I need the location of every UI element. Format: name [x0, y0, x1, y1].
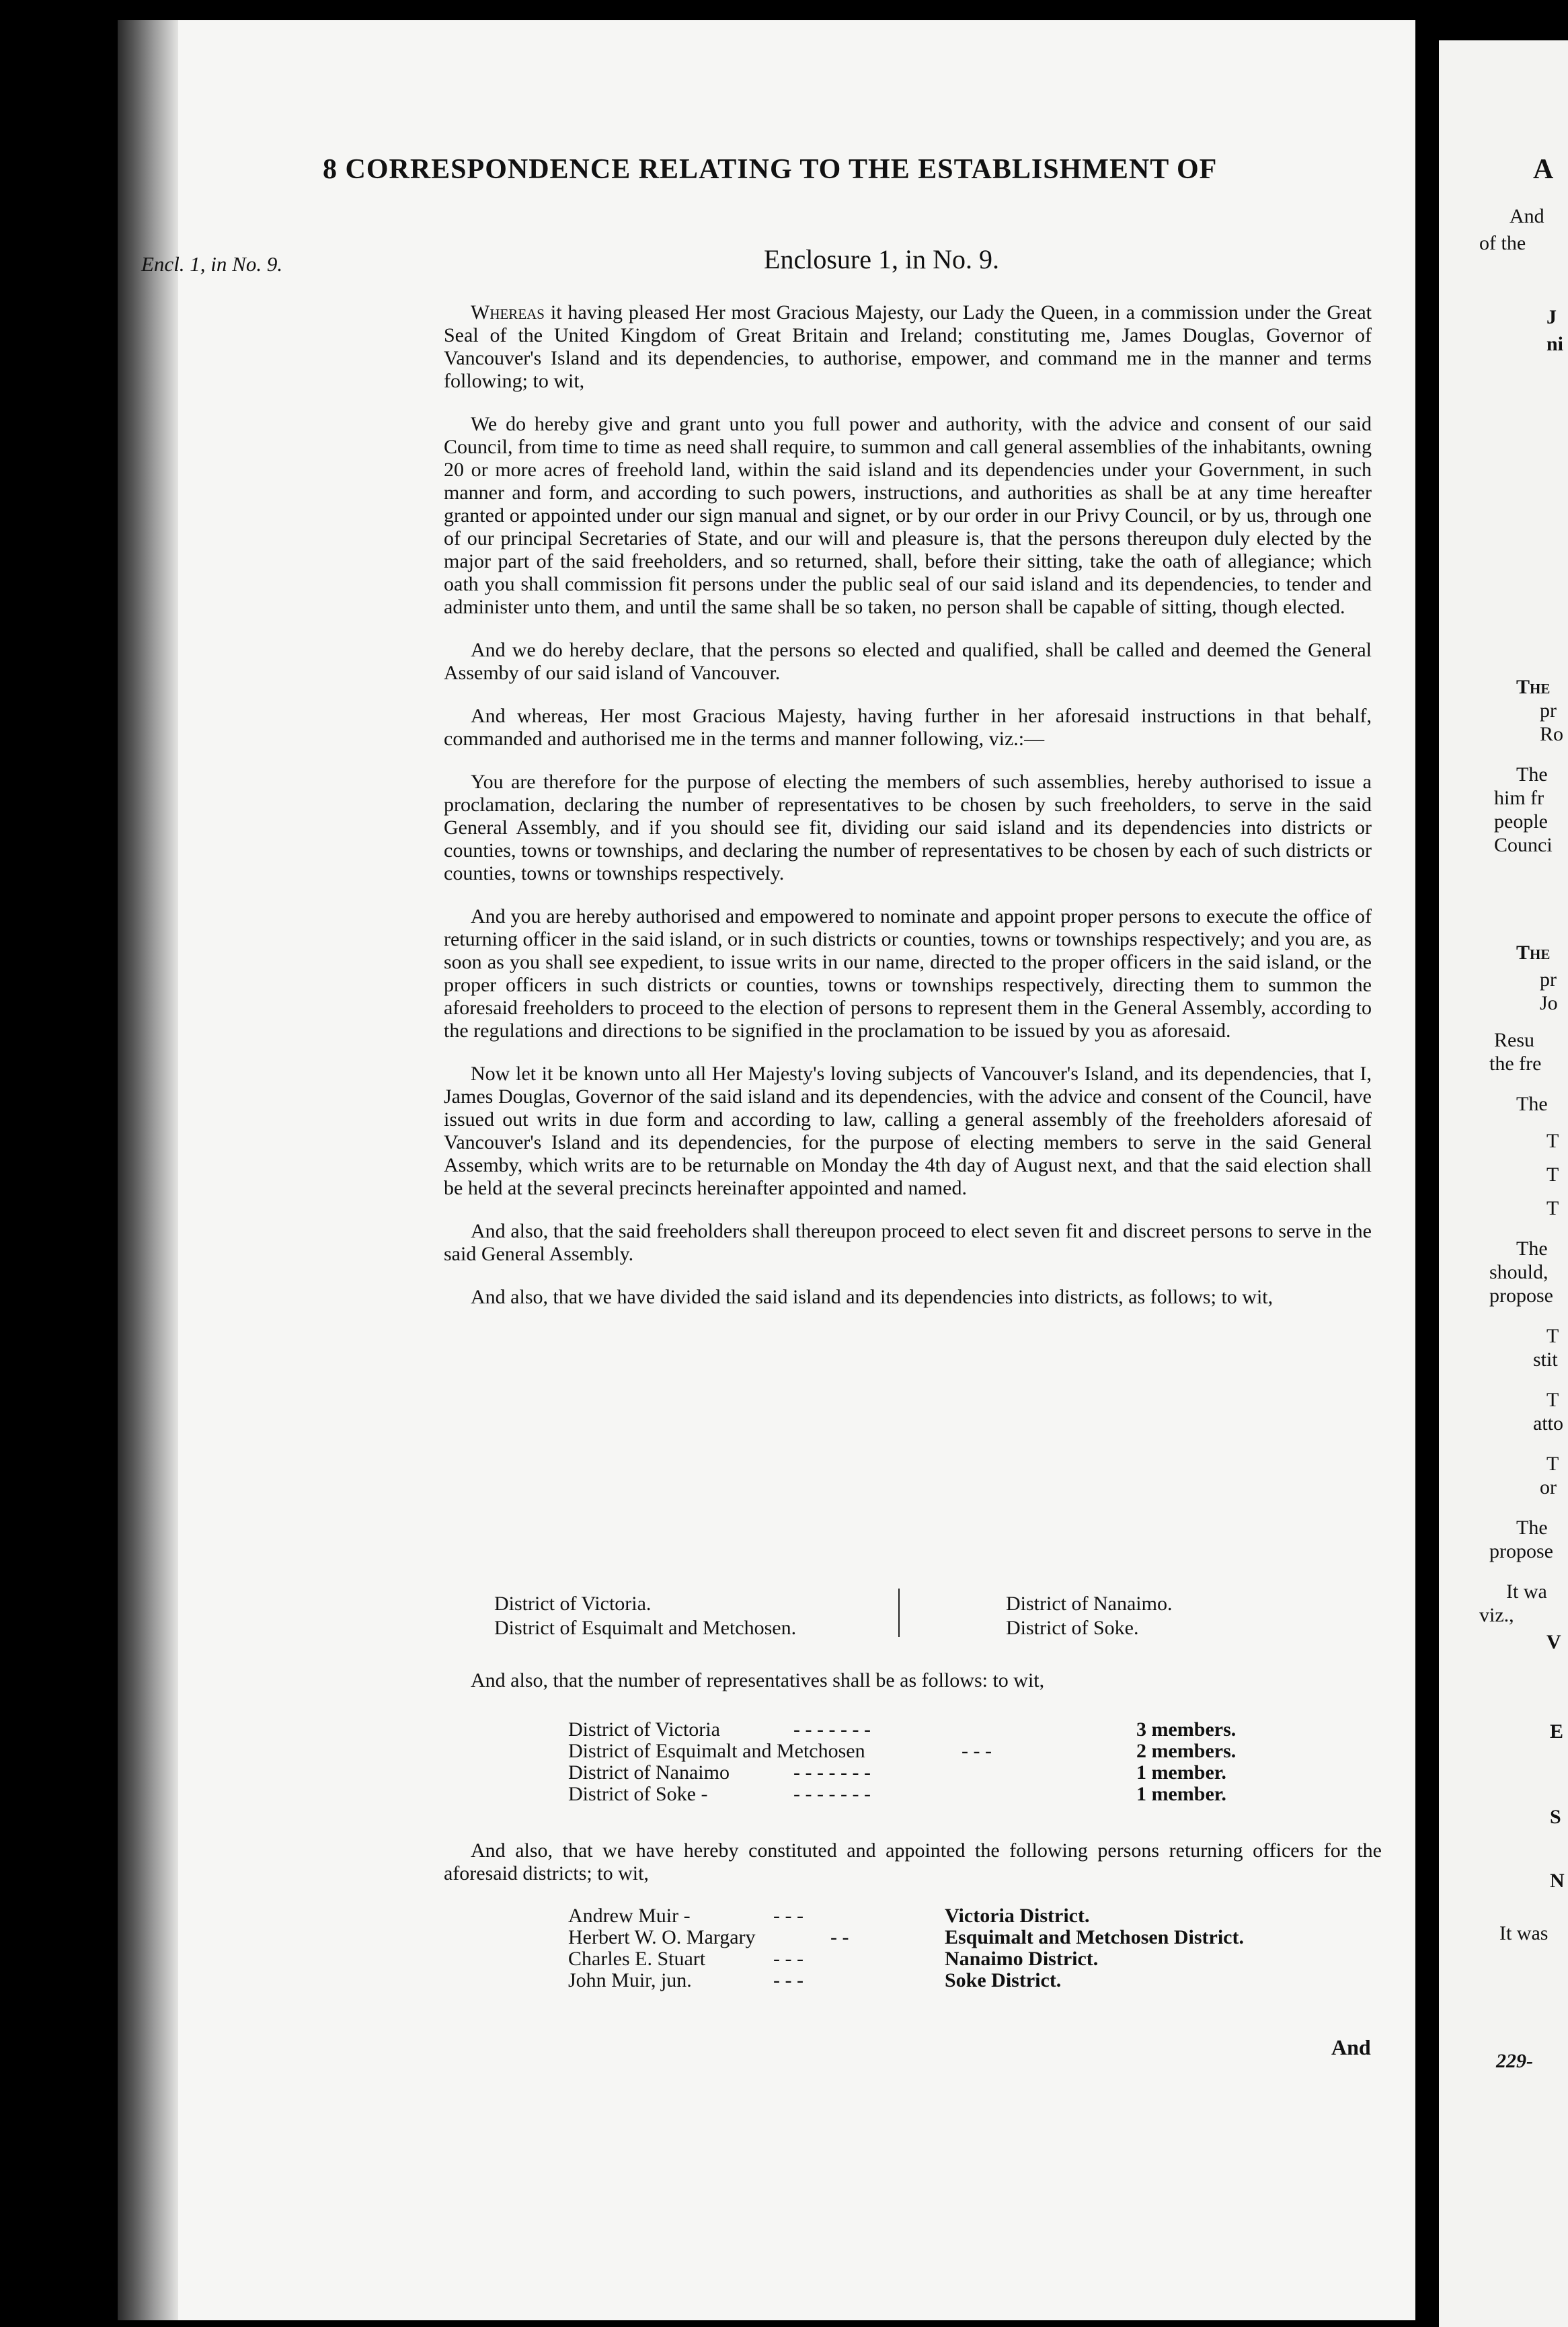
facing-fragment: It was	[1499, 1922, 1549, 1944]
column-divider	[898, 1589, 900, 1637]
rep-count: 3 members.	[1136, 1718, 1237, 1741]
body-text-3	[444, 1839, 1382, 1905]
paragraph: And whereas, Her most Gracious Majesty, having further in her aforesaid instructions in that behalf, commanded and authorised me in the terms and manner following, viz.:—	[444, 705, 1372, 750]
facing-fragment: S	[1550, 1806, 1561, 1828]
facing-fragment: Ro	[1540, 723, 1564, 745]
rep-dashes: - - - - - - -	[793, 1761, 871, 1784]
paragraph: And you are hereby authorised and empowered to nominate and appoint proper persons to execute the office of returning officer in the said island, or in such districts or counties, towns or townships respectively; and you are, as soon as you shall see expedient, to issue writs in our name, directed to the proper officers in the said island, or the proper officers in such districts or counties, towns or townships respectively, directing them to summon the aforesaid freeholders to proceed to the election of persons to represent them in the General Assembly, according to the regulations and directions to be signified in the proclamation to be issued by you as aforesaid.	[444, 905, 1372, 1042]
enclosure-title	[0, 243, 1568, 275]
paragraph	[444, 301, 1372, 393]
paragraph: We do hereby give and grant unto you full power and authority, with the advice and consent of our said Council, from time to time as need shall require, to summon and call general assemblies of the inhabitants, owning 20 or more acres of freehold land, within the said island and its dependencies under your Government, in such manner and form, and according to such powers, instructions, and authorities as shall be at any time hereafter granted or appointed under our sign manual and signet, or by our order in our Privy Council, or by us, through one of our principal Secretaries of State, and our will and pleasure is, that the persons thereupon duly elected by the major part of the said freeholders, and so returned, shall, before their sitting, take the oath of allegiance; which oath you shall commission fit persons under the public seal of our said island and its dependencies, to tender and administer unto them, and until the same shall be so taken, no person shall be capable of sitting, though elected.	[444, 413, 1372, 618]
district-item: District of Esquimalt and Metchosen.	[494, 1617, 797, 1639]
facing-fragment: of the	[1479, 232, 1526, 254]
officer-name: John Muir, jun.	[568, 1969, 692, 1991]
facing-fragment: The	[1516, 1237, 1548, 1260]
running-title: 8 CORRESPONDENCE RELATING TO THE ESTABLISHMENT OF	[323, 154, 1218, 185]
whereas-lead: Whereas	[471, 301, 545, 323]
facing-fragment: T	[1546, 1197, 1559, 1219]
body-text	[444, 301, 1372, 1329]
facing-fragment: people	[1494, 810, 1548, 833]
officer-name: Herbert W. O. Margary	[568, 1926, 756, 1948]
facing-fragment: The	[1516, 1517, 1548, 1539]
facing-fragment: Resu	[1494, 1029, 1534, 1051]
facing-fragment: The	[1516, 942, 1551, 964]
paragraph: And also, that we have divided the said island and its dependencies into districts, as follows; to wit,	[471, 1286, 1273, 1308]
officer-district: Soke District.	[945, 1969, 1062, 1991]
rep-district: District of Soke -	[568, 1783, 708, 1805]
facing-fragment: E	[1550, 1720, 1564, 1743]
district-item: District of Soke.	[1006, 1617, 1139, 1639]
facing-fragment: T	[1546, 1325, 1559, 1347]
facing-fragment: N	[1550, 1870, 1565, 1892]
body-text-2	[444, 1669, 1372, 1712]
facing-fragment: ni	[1546, 333, 1564, 355]
facing-fragment: The	[1516, 763, 1548, 786]
rep-district: District of Nanaimo	[568, 1761, 730, 1784]
facing-fragment: A	[1533, 154, 1554, 185]
facing-fragment: or	[1540, 1476, 1557, 1498]
facing-fragment: And	[1510, 205, 1544, 227]
paragraph: And also, that we have hereby constituted and appointed the following persons returning officers for the aforesaid districts; to wit,	[444, 1839, 1382, 1884]
rep-district: District of Victoria	[568, 1718, 720, 1741]
facing-fragment: J	[1546, 306, 1557, 328]
margin-note: Encl. 1, in No. 9.	[141, 252, 283, 276]
paragraph: And we do hereby declare, that the persons so elected and qualified, shall be called and deemed the General Assemby of our said island of Vancouver.	[444, 639, 1372, 684]
facing-fragment: propose	[1489, 1285, 1553, 1307]
rep-count: 2 members.	[1136, 1740, 1237, 1762]
facing-fragment: atto	[1533, 1412, 1563, 1435]
facing-fragment: The	[1516, 676, 1551, 698]
facing-fragment: propose	[1489, 1540, 1553, 1562]
paragraph-text: it having pleased Her most Gracious Majesty, our Lady the Queen, in a commission under the Great Seal of the United Kingdom of Great Britain and Ireland; constituting me, James Douglas, Governor of Vancouver's Island and its dependencies, to authorise, empower, and command me in the manner and terms following; to wit,	[444, 301, 1372, 392]
officer-district: Nanaimo District.	[945, 1948, 1099, 1970]
paragraph: You are therefore for the purpose of electing the members of such assemblies, hereby authorised to issue a proclamation, declaring the number of representatives to be chosen by such freeholders, to serve in the said General Assembly, and if you should see fit, dividing our said island and its dependencies into districts or counties, towns or townships, and declaring the number of representatives to be chosen by each of such districts or counties, towns or townships respectively.	[444, 771, 1372, 884]
enclosure-title-text: Enclosure 1, in No. 9.	[764, 244, 999, 274]
catchword: And	[1331, 2035, 1371, 2059]
facing-fragment: the fre	[1489, 1053, 1542, 1075]
facing-fragment: stit	[1533, 1348, 1558, 1371]
facing-fragment: It wa	[1506, 1580, 1547, 1603]
officer-name: Andrew Muir -	[568, 1905, 691, 1927]
officer-dashes: - - -	[773, 1905, 803, 1927]
facing-fragment: pr	[1540, 699, 1557, 722]
paragraph: And also, that the number of representatives shall be as follows: to wit,	[471, 1669, 1045, 1691]
paragraph: And also, that the said freeholders shall thereupon proceed to elect seven fit and discreet persons to serve in the said General Assembly.	[444, 1220, 1372, 1265]
facing-fragment: 229-	[1496, 2050, 1533, 2072]
rep-count: 1 member.	[1136, 1761, 1226, 1784]
officer-district: Victoria District.	[945, 1905, 1090, 1927]
rep-dashes: - - - - - - -	[793, 1783, 871, 1805]
facing-fragment: Jo	[1540, 992, 1558, 1014]
facing-fragment: T	[1546, 1130, 1559, 1152]
facing-fragment: viz.,	[1479, 1604, 1514, 1626]
rep-district: District of Esquimalt and Metchosen	[568, 1740, 865, 1762]
rep-count: 1 member.	[1136, 1783, 1226, 1805]
officer-name: Charles E. Stuart	[568, 1948, 706, 1970]
officer-dashes: - -	[830, 1926, 849, 1948]
facing-fragment: Counci	[1494, 834, 1553, 856]
facing-fragment: T	[1546, 1453, 1559, 1475]
rep-dashes: - - -	[962, 1740, 992, 1762]
officer-dashes: - - -	[773, 1948, 803, 1970]
officer-district: Esquimalt and Metchosen District.	[945, 1926, 1244, 1948]
district-item: District of Victoria.	[494, 1593, 652, 1615]
facing-fragment: V	[1546, 1631, 1561, 1653]
officer-dashes: - - -	[773, 1969, 803, 1991]
paragraph: Now let it be known unto all Her Majesty's loving subjects of Vancouver's Island, and its dependencies, that I, James Douglas, Governor of the said island and its dependencies, with the advice and consent of the Council, have issued out writs in due form and according to law, calling a general assembly of the freeholders aforesaid of Vancouver's Island and its dependencies, for the purpose of electing members to serve in the said General Assemby, which writs are to be returnable on Monday the 4th day of August next, and that the said election shall be held at the several precincts hereinafter appointed and named.	[444, 1063, 1372, 1199]
facing-fragment: The	[1516, 1093, 1548, 1115]
binding-shadow	[118, 20, 178, 2320]
facing-fragment: T	[1546, 1389, 1559, 1411]
facing-fragment: should,	[1489, 1261, 1549, 1283]
facing-fragment: pr	[1540, 968, 1557, 991]
facing-fragment: T	[1546, 1164, 1559, 1186]
facing-fragment: him fr	[1494, 787, 1544, 809]
rep-dashes: - - - - - - -	[793, 1718, 871, 1741]
district-item: District of Nanaimo.	[1006, 1593, 1173, 1615]
